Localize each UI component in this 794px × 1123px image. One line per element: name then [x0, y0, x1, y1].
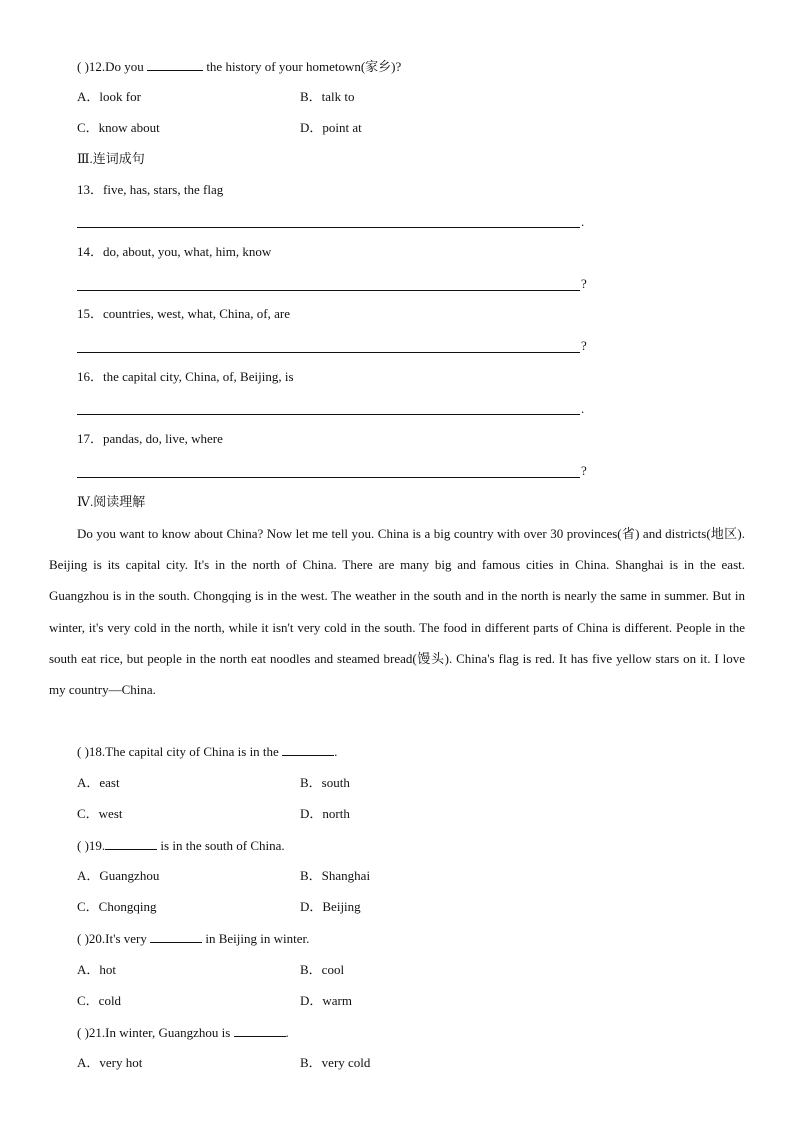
answer-blank[interactable] [282, 743, 334, 756]
answer-blank[interactable] [150, 930, 202, 943]
option-b: B．talk to [300, 89, 355, 104]
question-12 [77, 58, 401, 75]
question-stem: 18.The capital city of China is in the [88, 744, 279, 759]
section-title: Ⅳ.阅读理解 [77, 494, 146, 509]
question-stem: 12.Do you [88, 59, 144, 74]
question-stem: 20.It's very [88, 931, 147, 946]
option-b: B．very cold [300, 1055, 371, 1070]
option-d: D．Beijing [300, 899, 361, 914]
question-stem: 19. [88, 838, 106, 853]
option-d: D．warm [300, 993, 352, 1008]
question-14-prompt: 14．do, about, you, what, him, know [77, 244, 272, 259]
question-20 [77, 930, 309, 947]
question-stem-end: the history of your hometown(家乡)? [206, 59, 402, 74]
answer-line-14[interactable] [77, 290, 580, 291]
end-punct-16: . [581, 401, 585, 416]
end-punct-13: . [581, 214, 585, 229]
option-c: C．know about [77, 120, 160, 135]
option-d: D．point at [300, 120, 362, 135]
option-d: D．north [300, 806, 350, 821]
question-18 [77, 743, 337, 760]
answer-paren[interactable]: ( ) [77, 931, 89, 946]
answer-paren[interactable]: ( ) [77, 59, 89, 74]
end-punct-14: ? [581, 276, 587, 291]
option-c: C．west [77, 806, 123, 821]
option-a: A．very hot [77, 1055, 143, 1070]
option-a: A．hot [77, 962, 117, 977]
question-19 [77, 837, 285, 854]
question-stem: 21.In winter, Guangzhou is [88, 1025, 231, 1040]
question-stem-end: . [334, 744, 338, 759]
answer-line-13[interactable] [77, 227, 580, 228]
end-punct-17: ? [581, 463, 587, 478]
answer-paren[interactable]: ( ) [77, 838, 89, 853]
option-c: C．Chongqing [77, 899, 157, 914]
question-stem-end: . [285, 1025, 289, 1040]
question-13-prompt: 13．five, has, stars, the flag [77, 182, 224, 197]
option-b: B．Shanghai [300, 868, 371, 883]
section-title: Ⅲ.连词成句 [77, 151, 145, 166]
answer-paren[interactable]: ( ) [77, 1025, 89, 1040]
option-b: B．cool [300, 962, 345, 977]
answer-line-16[interactable] [77, 414, 580, 415]
answer-blank[interactable] [234, 1024, 286, 1037]
question-15-prompt: 15．countries, west, what, China, of, are [77, 306, 291, 321]
option-c: C．cold [77, 993, 122, 1008]
option-b: B．south [300, 775, 350, 790]
question-stem-end: is in the south of China. [160, 838, 285, 853]
reading-passage: Do you want to know about China? Now let me tell you. China is a big country with over 30 provinces(省) and districts(地区). Beijing is its capital city. It's in the north of China. There are many big and famous cities in China. Shanghai is in the east. Guangzhou is in the south. Chongqing is in the west. The weather in the south and in the north is nearly the same in summer. But in winter, it's very cold in the north, while it isn't very cold in the south. The food in different parts of China is different. People in the south eat rice, but people in the north eat noodles and steamed bread(馒头). China's flag is red. It has five yellow stars on it. I love my country—China. [49, 526, 745, 698]
answer-blank[interactable] [105, 837, 157, 850]
answer-line-15[interactable] [77, 352, 580, 353]
option-a: A．look for [77, 89, 141, 104]
question-17-prompt: 17．pandas, do, live, where [77, 431, 223, 446]
answer-line-17[interactable] [77, 477, 580, 478]
option-a: A．east [77, 775, 120, 790]
question-21 [77, 1024, 289, 1041]
answer-paren[interactable]: ( ) [77, 744, 89, 759]
end-punct-15: ? [581, 338, 587, 353]
question-stem-end: in Beijing in winter. [205, 931, 310, 946]
option-a: A．Guangzhou [77, 868, 160, 883]
answer-blank[interactable] [147, 58, 203, 71]
question-16-prompt: 16．the capital city, China, of, Beijing, is [77, 369, 294, 384]
